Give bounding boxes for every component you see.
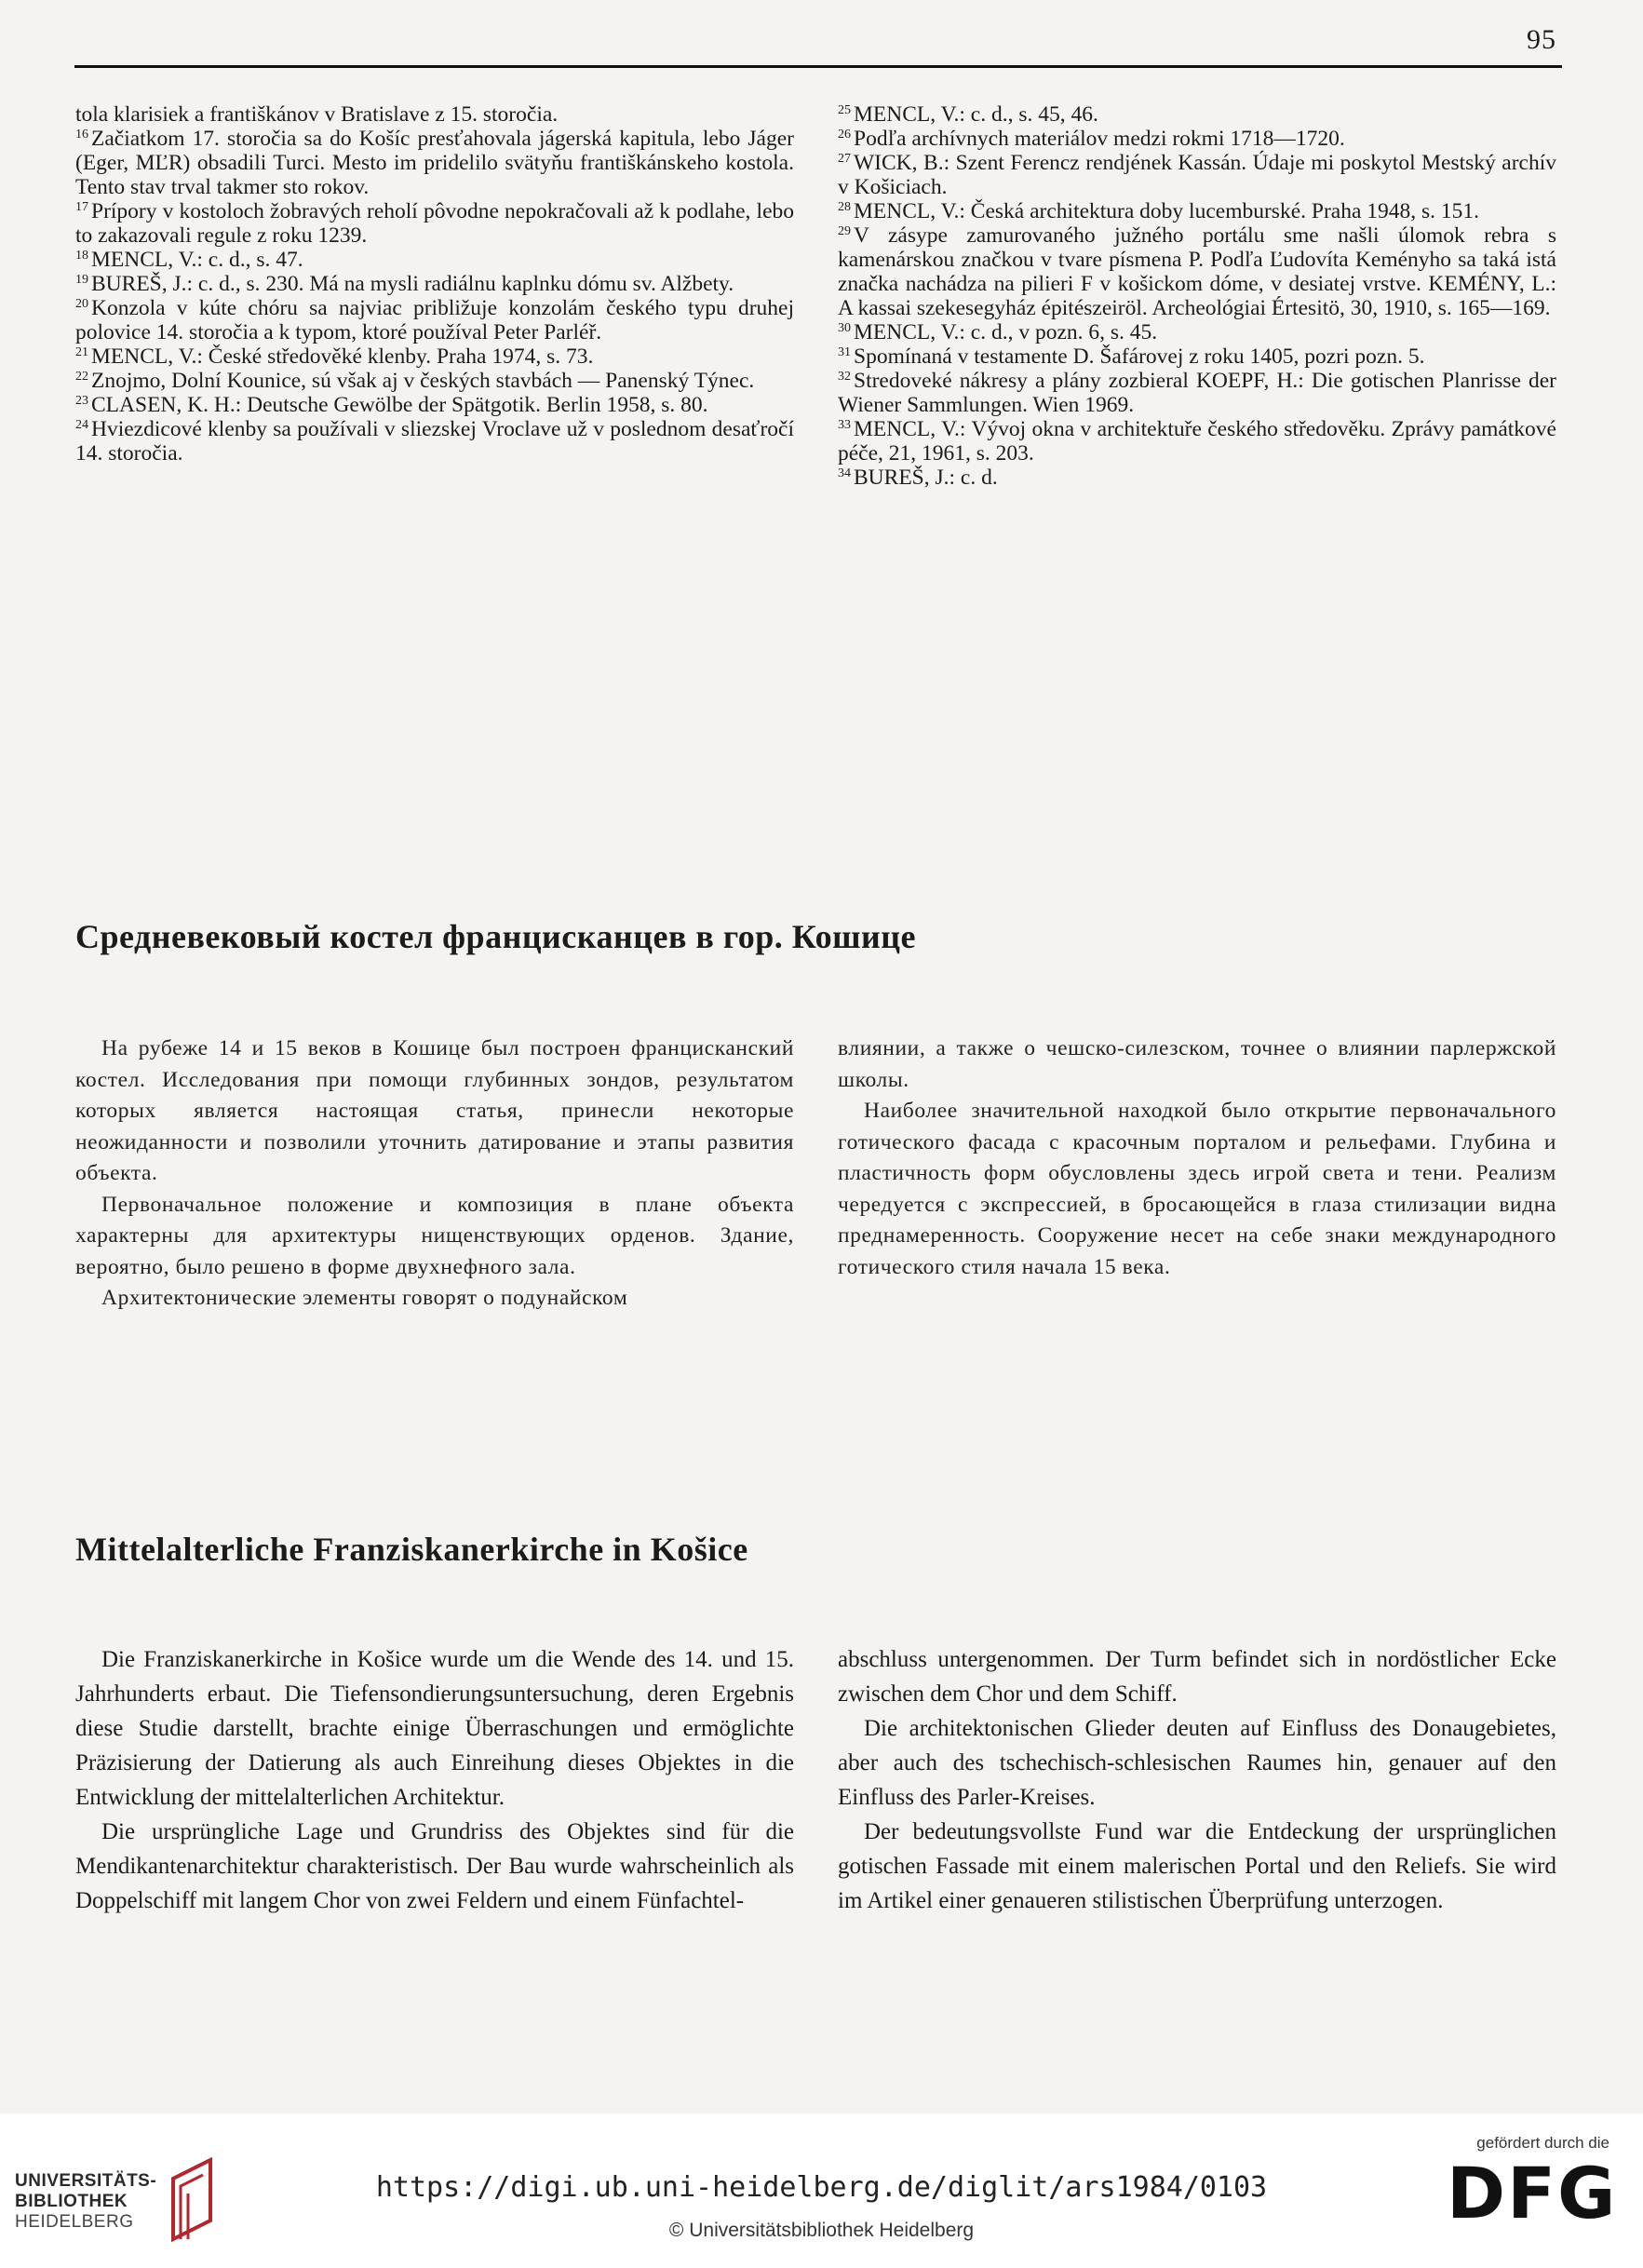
russian-summary-paragraph: Архитектонические элементы говорят о подунайском	[101, 1286, 628, 1310]
footnote-number: 29	[838, 224, 851, 238]
russian-summary-paragraph: Первоначальное положение и композиция в плане объекта характерны для архитектуры нищенствующих орденов. Здание, вероятно, было решено в форме двухнефного зала.	[75, 1192, 794, 1279]
footnote	[75, 102, 794, 127]
footnote	[838, 151, 1556, 199]
footnote-text: Znojmo, Dolní Kounice, sú však aj v českých stavbách — Panenský Týnec.	[91, 369, 755, 393]
footnote	[75, 393, 794, 417]
page-number: 95	[1527, 24, 1556, 55]
footnote-number: 33	[838, 418, 851, 432]
footnote-text: CLASEN, K. H.: Deutsche Gewölbe der Spätgotik. Berlin 1958, s. 80.	[91, 393, 708, 417]
library-name-line1: UNIVERSITÄTS-	[15, 2171, 157, 2191]
footnote-number: 34	[838, 466, 851, 480]
german-summary-left-column	[75, 1642, 794, 1918]
german-summary-paragraph: Der bedeutungsvollste Fund war die Entdeckung der ursprünglichen gotischen Fassade mit einem malerischen Portal und den Reliefs. Sie wird im Artikel einer genaueren stilistischen Überprüfung unterzogen.	[838, 1819, 1556, 1913]
russian-summary-left-column	[75, 1033, 794, 1315]
footnote	[75, 296, 794, 344]
footnote	[75, 344, 794, 369]
footnote-text: Prípory v kostoloch žobravých reholí pôvodne nepokračovali až k podlahe, lebo to zakazovali regule z roku 1239.	[75, 199, 794, 248]
library-name-line2: BIBLIOTHEK	[15, 2192, 128, 2211]
library-name-line3: HEIDELBERG	[15, 2212, 134, 2232]
footnote	[838, 223, 1556, 320]
footnote	[838, 417, 1556, 466]
header-rule	[74, 65, 1562, 68]
footnote	[838, 344, 1556, 369]
footnote	[75, 199, 794, 248]
german-summary-paragraph: Die architektonischen Glieder deuten auf Einfluss des Donaugebietes, aber auch des tschechisch-schlesischen Raumes hin, genauer auf den Einfluss des Parler-Kreises.	[838, 1716, 1556, 1810]
russian-summary-paragraph: Наиболее значительной находкой было открытие первоначального готического фасада с красочным порталом и рельефами. Глубина и пластичность форм обусловлены здесь игрой света и тени. Реализм чередуется с экспрессией, в бросающейся в глаза стилизации видна преднамеренность. Сооружение несет на себе знаки международного готического стиля начала 15 века.	[838, 1099, 1556, 1279]
footnote-text: BUREŠ, J.: c. d., s. 230. Má na mysli radiálnu kaplnku dómu sv. Alžbety.	[91, 272, 734, 296]
german-summary-right-column	[838, 1642, 1556, 1918]
footnotes-left-column	[75, 102, 794, 466]
footnote	[838, 127, 1556, 151]
footnote-number: 23	[75, 394, 88, 408]
footnote-number: 24	[75, 418, 88, 432]
footnote-text: MENCL, V.: c. d., s. 47.	[91, 248, 303, 272]
footnote-text: BUREŠ, J.: c. d.	[854, 466, 998, 490]
footnote-number: 22	[75, 370, 88, 384]
source-url[interactable]: https://digi.ub.uni-heidelberg.de/diglit/ars1984/0103	[375, 2171, 1268, 2204]
footnote-number: 17	[75, 200, 88, 214]
footnote-text: Podľa archívnych materiálov medzi rokmi 1718—1720.	[854, 127, 1345, 151]
footnote-text: Začiatkom 17. storočia sa do Košíc presťahovala jágerská kapitula, lebo Jáger (Eger, MĽR) obsadili Turci. Mesto im pridelilo svätyňu františkánskeho kostola. Tento stav trval takmer sto rokov.	[75, 127, 794, 199]
footer-bar	[0, 2113, 1643, 2268]
footnote	[838, 320, 1556, 344]
footnote-number: 30	[838, 321, 851, 335]
footnote-text: Stredoveké nákresy a plány zozbieral KOEPF, H.: Die gotischen Planrisse der Wiener Sammlungen. Wien 1969.	[838, 369, 1556, 417]
footnote-number: 32	[838, 370, 851, 384]
footnote-text: Spomínaná v testamente D. Šafárovej z roku 1405, pozri pozn. 5.	[854, 344, 1425, 369]
copyright-notice: © Universitätsbibliothek Heidelberg	[668, 2220, 975, 2241]
funding-label: gefördert durch die	[1476, 2134, 1609, 2152]
footnote-text: MENCL, V.: c. d., v pozn. 6, s. 45.	[854, 320, 1158, 344]
footnote-text: Hviezdicové klenby sa používali v sliezskej Vroclave už v poslednom desaťročí 14. storočia.	[75, 417, 794, 466]
footnote-text: MENCL, V.: Vývoj okna v architektuře českého středověku. Zprávy památkové péče, 21, 1961, s. 203.	[838, 417, 1556, 466]
russian-summary-continuation: влиянии, а также о чешско-силезском, точнее о влиянии парлержской школы.	[838, 1036, 1556, 1092]
footnote-number: 28	[838, 200, 851, 214]
footnote-number: 16	[75, 128, 88, 142]
dfg-logo: DFG	[1447, 2152, 1618, 2234]
footnote-number: 20	[75, 297, 88, 311]
dfg-funding[interactable]	[1447, 2134, 1618, 2255]
footnote	[838, 199, 1556, 223]
footnote-number: 25	[838, 103, 851, 117]
footnote	[75, 127, 794, 199]
german-summary-title: Mittelalterliche Franziskanerkirche in Košice	[75, 1531, 748, 1568]
footnote-text: Konzola v kúte chóru sa najviac približuje konzolám českého typu druhej polovice 14. storočia a k typom, ktoré používal Peter Parléř.	[75, 296, 794, 344]
german-summary-paragraph: Die Franziskanerkirche in Košice wurde um die Wende des 14. und 15. Jahrhunderts erbaut. Die Tiefensondierungsuntersuchung, deren Ergebnis diese Studie darstellt, brachte einige Überraschungen und ermöglichte Präzisierung der Datierung als auch Einreihung dieses Objektes in die Entwicklung der mittelalterlichen Architektur.	[75, 1647, 794, 1810]
footnote-text: MENCL, V.: c. d., s. 45, 46.	[854, 102, 1098, 127]
footnote-number: 19	[75, 273, 88, 287]
footnote	[838, 369, 1556, 417]
footnote-text: tola klarisiek a františkánov v Bratislave z 15. storočia.	[75, 102, 559, 127]
footnotes-right-column	[838, 102, 1556, 490]
footnote-number: 26	[838, 128, 851, 142]
russian-summary-right-column	[838, 1033, 1556, 1283]
german-summary-paragraph: Die ursprüngliche Lage und Grundriss des Objektes sind für die Mendikantenarchitektur charakteristisch. Der Bau wurde wahrscheinlich als Doppelschiff mit langem Chor von zwei Feldern und einem Fünfachtel-	[75, 1819, 794, 1913]
footnote-number: 21	[75, 345, 88, 359]
footnote	[838, 466, 1556, 490]
russian-summary-paragraph: На рубеже 14 и 15 веков в Кошице был построен францисканский костел. Исследования при помощи глубинных зондов, результатом которых является настоящая статья, принесли некоторые неожиданности и позволили уточнить датирование и этапы развития объекта.	[75, 1036, 794, 1185]
footnote	[75, 417, 794, 466]
footnote	[75, 248, 794, 272]
footnote-text: V zásype zamurovaného južného portálu sme našli úlomok rebra s kamenárskou značkou v tvare písmena P. Podľa Ľudovíta Keményho sa taká istá značka nachádza na pilieri F v košickom dóme, v desiatej vrstve. KEMÉNY, L.: A kassai szekesegyház épitészeiröl. Archeológiai Értesitö, 30, 1910, s. 165—169.	[838, 223, 1556, 320]
footnote-number: 18	[75, 249, 88, 263]
footnote-number: 31	[838, 345, 851, 359]
footnote-number: 27	[838, 152, 851, 166]
russian-summary-title: Средневековый костел францисканцев в гор. Кошице	[75, 918, 916, 955]
footnote	[75, 272, 794, 296]
german-summary-continuation: abschluss untergenommen. Der Turm befindet sich in nordöstlicher Ecke zwischen dem Chor und dem Schiff.	[838, 1647, 1556, 1707]
footnote-text: MENCL, V.: České středověké klenby. Praha 1974, s. 73.	[91, 344, 594, 369]
footnote	[838, 102, 1556, 127]
footnote	[75, 369, 794, 393]
footnote-text: WICK, B.: Szent Ferencz rendjének Kassán. Údaje mi poskytol Mestský archív v Košiciach.	[838, 151, 1556, 199]
footnote-text: MENCL, V.: Česká architektura doby lucemburské. Praha 1948, s. 151.	[854, 199, 1480, 223]
